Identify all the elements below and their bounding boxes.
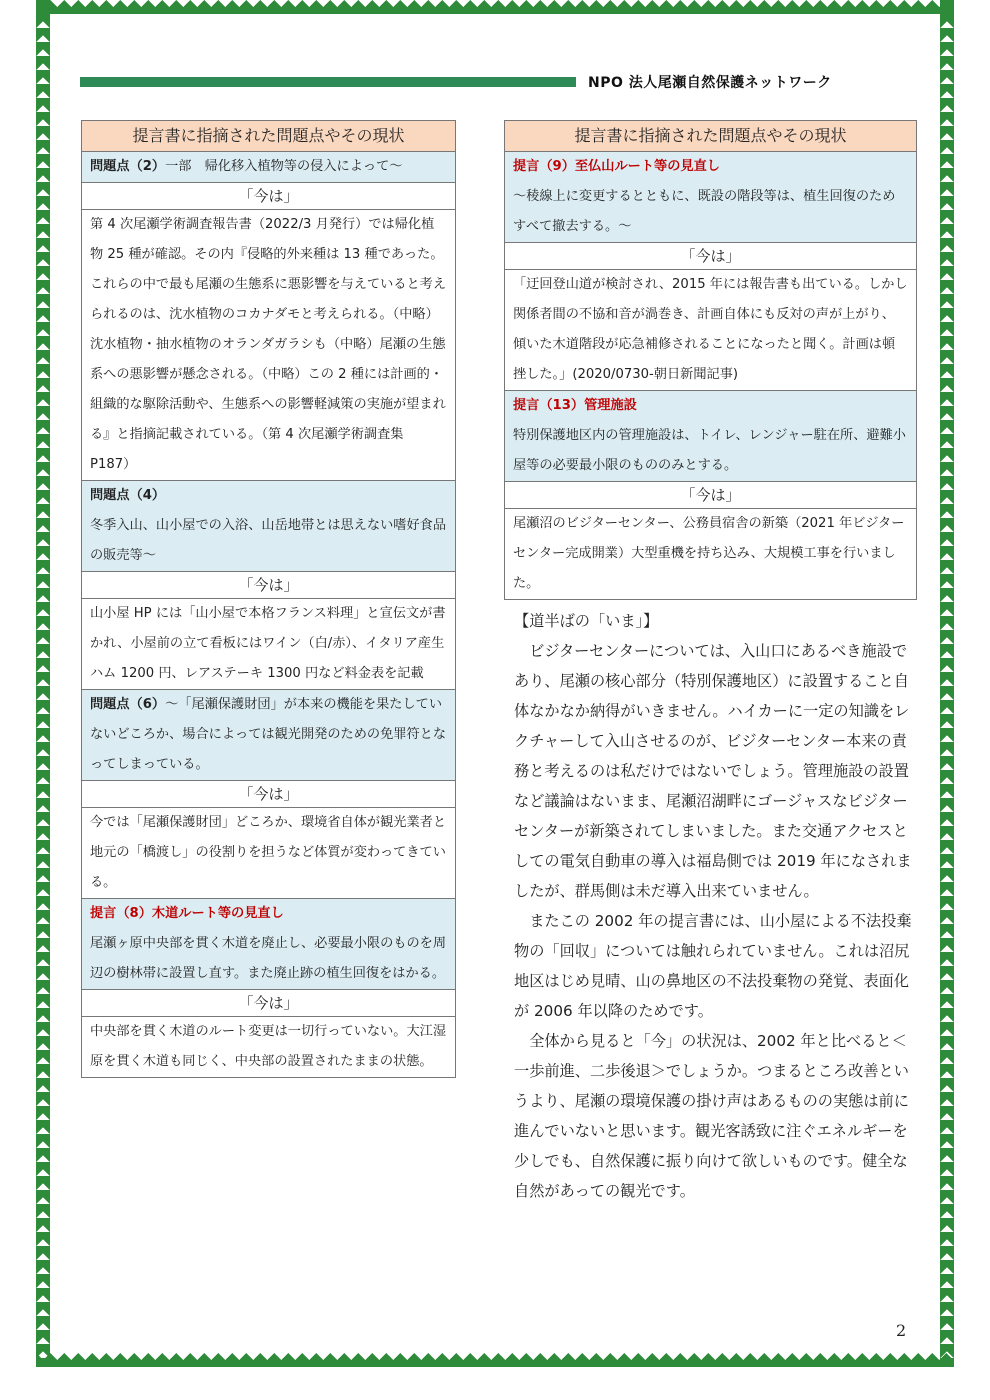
proposal-row bbox=[505, 391, 916, 482]
topic-text: 〜「尾瀬保護財団」が本来の機能を果たしていないどころか、場合によっては観光開発のための免罪符となってしまっている。 bbox=[90, 697, 447, 772]
section-title: 【道半ばの「いま」】 bbox=[514, 612, 659, 630]
table-header: 提言書に指摘された問題点やその現状 bbox=[82, 121, 455, 152]
paragraph: 全体から見ると「今」の状況は、2002 年と比べると＜一歩前進、二歩後退＞でしょうか。つまるところ改善というより、尾瀬の環境保護の掛け声はあるものの実態は前に進んでいないと思います。観光客誘致に注ぐエネルギーを少しでも、自然保護に振り向けて欲しいものです。健全な自然があっての観光です。 bbox=[514, 1032, 909, 1200]
topic-row bbox=[82, 481, 455, 572]
paragraph: またこの 2002 年の提言書には、山小屋による不法投棄物の「回収」については触れられていません。これは沼尻地区はじめ見晴、山の鼻地区の不法投棄物の発覚、表面化が 2006 年以降のためです。 bbox=[514, 912, 912, 1020]
proposal-label: 提言（13）管理施設 bbox=[513, 398, 637, 413]
paragraph: ビジターセンターについては、入山口にあるべき施設であり、尾瀬の核心部分（特別保護地区）に設置すること自体なかなか納得がいきません。ハイカーに一定の知識をレクチャーして入山させるのが、ビジターセンター本来の責務と考えるのは私だけではないでしょう。管理施設の設置など議論はないまま、尾瀬沼湖畔にゴージャスなビジターセンターが新築されてしまいました。また交通アクセスとしての電気自動車の導入は福島側では 2019 年になされましたが、群馬側は未だ導入出来ていません。 bbox=[514, 642, 912, 900]
proposal-text: 特別保護地区内の管理施設は、トイレ、レンジャー駐在所、避難小屋等の必要最小限のもののみとする。 bbox=[513, 428, 906, 473]
right-issues-table bbox=[504, 120, 917, 600]
proposal-label: 提言（9）至仏山ルート等の見直し bbox=[513, 159, 720, 174]
body-text bbox=[514, 606, 914, 1206]
now-label: 「今は」 bbox=[82, 572, 455, 599]
proposal-text: 〜稜線上に変更するとともに、既設の階段等は、植生回復のためすべて撤去する。〜 bbox=[513, 189, 896, 234]
table-header: 提言書に指摘された問題点やその現状 bbox=[505, 121, 916, 152]
decorative-border-top bbox=[36, 0, 954, 14]
topic-label: 問題点（6） bbox=[90, 697, 166, 712]
now-label: 「今は」 bbox=[82, 183, 455, 210]
decorative-border-right bbox=[940, 0, 954, 1367]
topic-label: 問題点（2） bbox=[90, 159, 166, 174]
topic-text: 一部 帰化移入植物等の侵入によって〜 bbox=[165, 159, 403, 174]
proposal-row bbox=[505, 152, 916, 243]
status-text: 山小屋 HP には「山小屋で本格フランス料理」と宣伝文が書かれ、小屋前の立て看板にはワイン（白/赤）、イタリア産生ハム 1200 円、レアステーキ 1300 円など料金表を記載 bbox=[82, 599, 455, 690]
now-label: 「今は」 bbox=[505, 482, 916, 509]
organization-name: NPO 法人尾瀬自然保護ネットワーク bbox=[588, 75, 832, 91]
topic-label: 問題点（4） bbox=[90, 488, 166, 503]
now-label: 「今は」 bbox=[82, 990, 455, 1017]
topic-row bbox=[82, 152, 455, 183]
status-text: 中央部を貫く木道のルート変更は一切行っていない。大江湿原を貫く木道も同じく、中央部の設置されたままの状態。 bbox=[82, 1017, 455, 1077]
status-text: 「迂回登山道が検討され、2015 年には報告書も出ている。しかし関係者間の不協和音が渦巻き、計画自体にも反対の声が上がり、傾いた木道階段が応急補修されることになったと聞く。計画は頓挫した。」(2020/0730-朝日新聞記事) bbox=[505, 270, 916, 391]
now-label: 「今は」 bbox=[82, 781, 455, 808]
page-number: 2 bbox=[896, 1321, 907, 1340]
left-issues-table bbox=[81, 120, 456, 1078]
proposal-row bbox=[82, 899, 455, 990]
status-text: 第 4 次尾瀬学術調査報告書（2022/3 月発行）では帰化植物 25 種が確認。その内『侵略的外来種は 13 種であった。これらの中で最も尾瀬の生態系に悪影響を与えていると考えられるのは、沈水植物のコカナダモと考えられる。（中略）沈水植物・抽水植物のオランダガラシも（中略）尾瀬の生態系への悪影響が懸念される。（中略）この 2 種には計画的・組織的な駆除活動や、生態系への影響軽減策の実施が望まれる』と指摘記載されている。（第 4 次尾瀬学術調査集 P187） bbox=[82, 210, 455, 481]
decorative-border-left bbox=[36, 0, 50, 1367]
proposal-text: 尾瀬ヶ原中央部を貫く木道を廃止し、必要最小限のものを周辺の樹林帯に設置し直す。また廃止跡の植生回復をはかる。 bbox=[90, 936, 447, 981]
topic-row bbox=[82, 690, 455, 781]
proposal-label: 提言（8）木道ルート等の見直し bbox=[90, 906, 284, 921]
status-text: 今では「尾瀬保護財団」どころか、環境省自体が観光業者と地元の「橋渡し」の役割りを担うなど体質が変わってきている。 bbox=[82, 808, 455, 899]
status-text: 尾瀬沼のビジターセンター、公務員宿舎の新築（2021 年ビジターセンター完成開業）大型重機を持ち込み、大規模工事を行いました。 bbox=[505, 509, 916, 599]
topic-text: 冬季入山、山小屋での入浴、山岳地帯とは思えない嗜好食品の販売等〜 bbox=[90, 518, 447, 563]
decorative-border-bottom bbox=[36, 1353, 954, 1367]
header-bar bbox=[80, 77, 576, 87]
now-label: 「今は」 bbox=[505, 243, 916, 270]
